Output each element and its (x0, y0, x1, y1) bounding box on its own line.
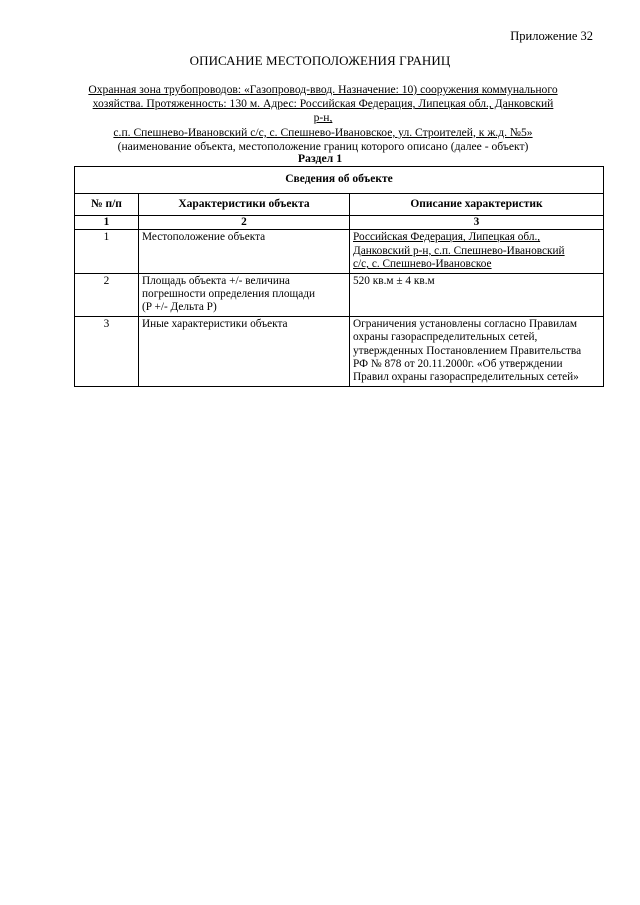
table-row (75, 316, 604, 386)
object-description (88, 83, 558, 154)
table-caption-row (75, 167, 604, 194)
column-number: 3 (350, 216, 604, 230)
row-description-line: РФ № 878 от 20.11.2000г. «Об утверждении (353, 358, 563, 371)
row-description (350, 316, 604, 386)
row-characteristic-line: Площадь объекта +/- величина (142, 274, 290, 287)
table-header-row (75, 194, 604, 216)
appendix-label: Приложение 32 (510, 29, 593, 43)
document-title: ОПИСАНИЕ МЕСТОПОЛОЖЕНИЯ ГРАНИЦ (189, 53, 451, 68)
table-caption: Сведения об объекте (75, 167, 604, 194)
column-header-characteristic: Характеристики объекта (139, 194, 350, 216)
section-title: Раздел 1 (297, 151, 343, 165)
object-description-note: (наименование объекта, местоположение границ которого описано (далее - объект) (117, 139, 529, 153)
row-number: 1 (75, 230, 139, 273)
row-characteristic-line: (P +/- Дельта P) (142, 301, 217, 314)
object-description-line: с.п. Спешнево-Ивановский с/с, с. Спешнево-Ивановское, ул. Строителей, к ж.д. №5» (113, 125, 533, 139)
row-description-line: Ограничения установлены согласно Правилам (353, 317, 578, 330)
row-description (350, 230, 604, 273)
column-header-description: Описание характеристик (350, 194, 604, 216)
row-number: 2 (75, 273, 139, 316)
row-description-line: утвержденных Постановлением Правительства (353, 344, 582, 357)
row-characteristic (139, 273, 350, 316)
row-characteristic: Местоположение объекта (139, 230, 350, 273)
column-number: 2 (139, 216, 350, 230)
object-description-line: Охранная зона трубопроводов: «Газопровод-ввод. Назначение: 10) сооружения коммунального (88, 83, 558, 96)
table-row (75, 230, 604, 273)
row-characteristic-line: погрешности определения площади (142, 288, 316, 301)
row-characteristic: Иные характеристики объекта (139, 316, 350, 386)
row-description-line: Российская Федерация, Липецкая обл., (353, 231, 541, 244)
column-number-row (75, 216, 604, 230)
row-description-line: с/с, с. Спешнево-Ивановское (353, 258, 492, 271)
table-row (75, 273, 604, 316)
object-description-line: хозяйства. Протяженность: 130 м. Адрес: Российская Федерация, Липецкая обл., Данковский р-н, (92, 97, 554, 125)
row-description: 520 кв.м ± 4 кв.м (350, 273, 604, 316)
row-description-line: охраны газораспределительных сетей, (353, 331, 538, 344)
column-number: 1 (75, 216, 139, 230)
row-description-line: Данковский р-н, с.п. Спешнево-Ивановский (353, 244, 565, 257)
column-header-num: № п/п (75, 194, 139, 216)
row-description-line: Правил охраны газораспределительных сетей» (353, 371, 579, 384)
object-info-table (74, 166, 604, 387)
row-number: 3 (75, 316, 139, 386)
